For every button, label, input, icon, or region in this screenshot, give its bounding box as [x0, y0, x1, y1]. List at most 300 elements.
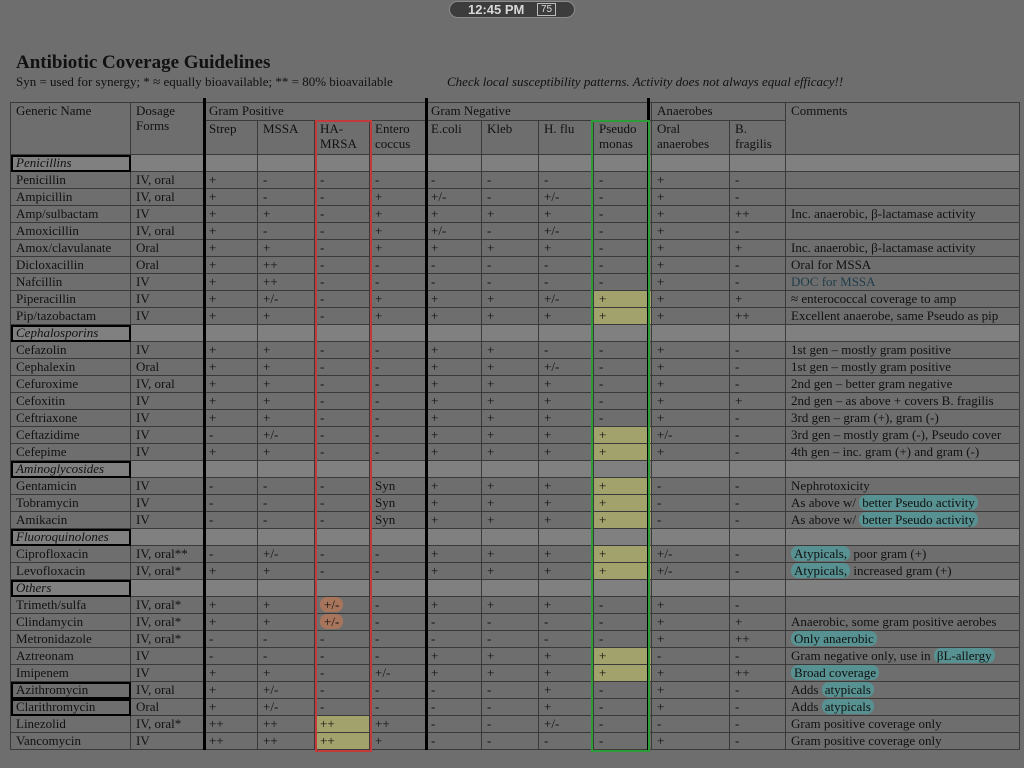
table-row — [11, 546, 1020, 563]
coverage-value: ++ — [320, 716, 335, 731]
coverage-value: + — [657, 274, 665, 289]
coverage-value: Syn — [375, 512, 396, 527]
coverage-h-flu — [539, 189, 594, 206]
dosage-form: IV — [131, 427, 204, 444]
coverage-b-fragilis — [730, 631, 786, 648]
coverage-strep — [204, 359, 258, 376]
dosage-form: IV, oral — [131, 682, 204, 699]
section-filler — [652, 580, 730, 597]
mrsa-highlight-box — [315, 120, 372, 752]
coverage-strep — [204, 206, 258, 223]
coverage-enterococcus — [370, 189, 426, 206]
comment: Gram positive coverage only — [786, 733, 1020, 750]
coverage-value: - — [263, 495, 268, 510]
coverage-value: - — [375, 631, 380, 646]
coverage-value: - — [735, 546, 740, 561]
coverage-enterococcus — [370, 410, 426, 427]
coverage-b-fragilis — [730, 665, 786, 682]
coverage-value: + — [544, 308, 552, 323]
table-row — [11, 291, 1020, 308]
section-filler — [652, 325, 730, 342]
coverage-value: + — [209, 240, 217, 255]
table-row — [11, 699, 1020, 716]
dosage-form: Oral — [131, 359, 204, 376]
coverage-value: +/- — [375, 665, 391, 680]
comment — [786, 563, 1020, 580]
coverage-oral-anaerobes — [652, 223, 730, 240]
coverage-ecoli — [426, 359, 482, 376]
coverage-mssa — [258, 546, 315, 563]
coverage-value: + — [263, 410, 271, 425]
coverage-value: + — [263, 359, 271, 374]
comment-fragment: βL-allergy — [934, 648, 995, 663]
coverage-value: - — [375, 376, 380, 391]
coverage-kleb — [482, 376, 539, 393]
coverage-value: - — [320, 359, 325, 374]
coverage-value: + — [209, 189, 217, 204]
coverage-value: + — [657, 206, 665, 221]
coverage-oral-anaerobes — [652, 274, 730, 291]
coverage-value: - — [735, 597, 740, 612]
coverage-value: + — [657, 444, 665, 459]
coverage-kleb — [482, 257, 539, 274]
coverage-value: + — [487, 376, 495, 391]
header-ha-mrsa: HA-MRSA — [315, 121, 370, 155]
dosage-form: IV — [131, 733, 204, 750]
coverage-value: - — [320, 206, 325, 221]
coverage-value: + — [209, 257, 217, 272]
coverage-value: + — [657, 257, 665, 272]
table-row — [11, 716, 1020, 733]
comment-fragment: atypicals — [822, 682, 874, 697]
coverage-value: + — [263, 614, 271, 629]
coverage-b-fragilis — [730, 206, 786, 223]
coverage-oral-anaerobes — [652, 172, 730, 189]
comment: ≈ enterococcal coverage to amp — [786, 291, 1020, 308]
dosage-form: IV, oral* — [131, 716, 204, 733]
coverage-h-flu — [539, 206, 594, 223]
coverage-value: - — [320, 189, 325, 204]
coverage-value: +/- — [657, 427, 673, 442]
coverage-enterococcus — [370, 444, 426, 461]
coverage-value: +/- — [431, 189, 447, 204]
coverage-value: + — [544, 427, 552, 442]
coverage-value: - — [735, 376, 740, 391]
drug-name: Azithromycin — [11, 682, 131, 699]
coverage-strep — [204, 665, 258, 682]
coverage-h-flu — [539, 291, 594, 308]
comment-fragment: Atypicals, — [791, 546, 850, 561]
coverage-mssa — [258, 478, 315, 495]
table-row — [11, 223, 1020, 240]
coverage-b-fragilis — [730, 308, 786, 325]
coverage-value: - — [209, 495, 214, 510]
coverage-value: + — [487, 240, 495, 255]
section-header-row — [11, 461, 1020, 478]
coverage-ecoli — [426, 444, 482, 461]
coverage-value: ++ — [263, 274, 278, 289]
coverage-h-flu — [539, 665, 594, 682]
drug-name: Levofloxacin — [11, 563, 131, 580]
coverage-mssa — [258, 240, 315, 257]
coverage-kleb — [482, 546, 539, 563]
coverage-value: + — [375, 189, 383, 204]
coverage-ecoli — [426, 699, 482, 716]
coverage-value: + — [375, 206, 383, 221]
coverage-oral-anaerobes — [652, 478, 730, 495]
coverage-ecoli — [426, 665, 482, 682]
coverage-value: - — [209, 478, 214, 493]
coverage-oral-anaerobes — [652, 444, 730, 461]
coverage-ecoli — [426, 223, 482, 240]
section-filler — [786, 155, 1020, 172]
coverage-value: ++ — [263, 716, 278, 731]
coverage-value: + — [487, 546, 495, 561]
coverage-ecoli — [426, 614, 482, 631]
section-filler — [482, 155, 539, 172]
coverage-b-fragilis — [730, 563, 786, 580]
coverage-value: + — [263, 376, 271, 391]
header-strep: Strep — [204, 121, 258, 155]
coverage-kleb — [482, 172, 539, 189]
dosage-form: IV, oral — [131, 172, 204, 189]
coverage-ecoli — [426, 342, 482, 359]
coverage-enterococcus — [370, 648, 426, 665]
coverage-value: - — [487, 274, 492, 289]
dosage-form: IV, oral — [131, 223, 204, 240]
coverage-value: +/- — [544, 291, 560, 306]
coverage-value: - — [431, 699, 436, 714]
comment: Anaerobic, some gram positive aerobes — [786, 614, 1020, 631]
comment — [786, 512, 1020, 529]
table-row — [11, 665, 1020, 682]
coverage-value: + — [657, 597, 665, 612]
gram-negative-divider — [425, 98, 428, 750]
coverage-value: +/- — [263, 682, 279, 697]
coverage-value: - — [544, 342, 549, 357]
coverage-kleb — [482, 240, 539, 257]
section-filler — [258, 461, 315, 478]
coverage-value: + — [209, 342, 217, 357]
coverage-enterococcus — [370, 546, 426, 563]
coverage-value: + — [487, 393, 495, 408]
coverage-strep — [204, 648, 258, 665]
section-filler — [370, 529, 426, 546]
coverage-value: - — [320, 274, 325, 289]
coverage-enterococcus — [370, 631, 426, 648]
coverage-value: + — [209, 614, 217, 629]
coverage-value: - — [320, 478, 325, 493]
coverage-value: + — [544, 597, 552, 612]
coverage-value: + — [375, 308, 383, 323]
section-label: Cephalosporins — [11, 325, 131, 342]
coverage-value: + — [209, 206, 217, 221]
comment-fragment: As above w/ — [791, 512, 860, 527]
coverage-value: - — [735, 733, 740, 748]
coverage-ecoli — [426, 512, 482, 529]
coverage-value: + — [657, 359, 665, 374]
coverage-value: + — [487, 291, 495, 306]
coverage-value: + — [544, 444, 552, 459]
coverage-value: - — [599, 597, 604, 612]
dosage-form: IV, oral* — [131, 631, 204, 648]
coverage-oral-anaerobes — [652, 546, 730, 563]
coverage-value: + — [431, 342, 439, 357]
coverage-value: + — [657, 410, 665, 425]
coverage-value: +/- — [657, 546, 673, 561]
coverage-enterococcus — [370, 393, 426, 410]
comment-fragment: Only anaerobic — [791, 631, 877, 646]
coverage-kleb — [482, 223, 539, 240]
coverage-value: - — [320, 342, 325, 357]
coverage-value: - — [657, 716, 662, 731]
coverage-strep — [204, 291, 258, 308]
coverage-value: - — [544, 733, 549, 748]
coverage-ecoli — [426, 308, 482, 325]
coverage-value: - — [544, 631, 549, 646]
coverage-value: + — [657, 172, 665, 187]
coverage-strep — [204, 308, 258, 325]
coverage-value: - — [320, 257, 325, 272]
coverage-value: - — [735, 223, 740, 238]
comment — [786, 546, 1020, 563]
comment-fragment: better Pseudo activity — [859, 495, 978, 510]
section-filler — [426, 529, 482, 546]
coverage-value: - — [263, 172, 268, 187]
coverage-value: + — [209, 359, 217, 374]
coverage-mssa — [258, 257, 315, 274]
coverage-strep — [204, 495, 258, 512]
coverage-value: +/- — [263, 427, 279, 442]
coverage-oral-anaerobes — [652, 240, 730, 257]
section-filler — [258, 529, 315, 546]
coverage-value: + — [487, 478, 495, 493]
drug-name: Clindamycin — [11, 614, 131, 631]
dosage-form: IV — [131, 665, 204, 682]
coverage-value: + — [209, 597, 217, 612]
coverage-value: - — [599, 393, 604, 408]
coverage-kleb — [482, 631, 539, 648]
coverage-h-flu — [539, 563, 594, 580]
dosage-form: IV — [131, 274, 204, 291]
coverage-value: - — [320, 665, 325, 680]
table-row — [11, 614, 1020, 631]
coverage-value: + — [209, 291, 217, 306]
coverage-b-fragilis — [730, 733, 786, 750]
coverage-value: + — [487, 359, 495, 374]
coverage-enterococcus — [370, 206, 426, 223]
coverage-value: + — [209, 410, 217, 425]
dosage-form: IV — [131, 478, 204, 495]
comment — [786, 648, 1020, 665]
coverage-value: - — [431, 716, 436, 731]
coverage-mssa — [258, 206, 315, 223]
comment — [786, 682, 1020, 699]
coverage-kleb — [482, 206, 539, 223]
coverage-oral-anaerobes — [652, 716, 730, 733]
coverage-b-fragilis — [730, 291, 786, 308]
table-row — [11, 206, 1020, 223]
coverage-b-fragilis — [730, 393, 786, 410]
coverage-value: - — [487, 614, 492, 629]
coverage-kleb — [482, 512, 539, 529]
coverage-b-fragilis — [730, 444, 786, 461]
coverage-mssa — [258, 614, 315, 631]
dosage-form: IV — [131, 648, 204, 665]
status-bar — [0, 0, 1024, 20]
section-filler — [786, 461, 1020, 478]
comment: 2nd gen – better gram negative — [786, 376, 1020, 393]
coverage-value: - — [487, 733, 492, 748]
coverage-h-flu — [539, 410, 594, 427]
coverage-value: + — [599, 546, 607, 561]
coverage-value: + — [657, 733, 665, 748]
coverage-value: + — [209, 376, 217, 391]
coverage-value: - — [735, 342, 740, 357]
coverage-h-flu — [539, 444, 594, 461]
coverage-value: +/- — [544, 189, 560, 204]
coverage-value: - — [320, 427, 325, 442]
coverage-value: + — [431, 665, 439, 680]
coverage-value: +/- — [320, 614, 343, 629]
clock: 12:45 PM — [468, 2, 525, 17]
header-h-flu: H. flu — [539, 121, 594, 155]
coverage-strep — [204, 699, 258, 716]
coverage-value: - — [375, 546, 380, 561]
coverage-oral-anaerobes — [652, 682, 730, 699]
header-enterococcus: Entero coccus — [370, 121, 426, 155]
coverage-value: + — [657, 699, 665, 714]
coverage-mssa — [258, 291, 315, 308]
section-filler — [786, 529, 1020, 546]
coverage-kleb — [482, 427, 539, 444]
coverage-value: Syn — [375, 478, 396, 493]
coverage-value: - — [544, 614, 549, 629]
coverage-value: - — [735, 172, 740, 187]
coverage-mssa — [258, 393, 315, 410]
coverage-value: + — [657, 682, 665, 697]
section-label: Others — [11, 580, 131, 597]
coverage-h-flu — [539, 359, 594, 376]
section-filler — [539, 155, 594, 172]
coverage-value: - — [375, 563, 380, 578]
coverage-ecoli — [426, 257, 482, 274]
coverage-strep — [204, 257, 258, 274]
coverage-value: ++ — [209, 716, 224, 731]
header-pseudomonas: Pseudo monas — [594, 121, 652, 155]
comment — [786, 495, 1020, 512]
coverage-value: + — [431, 291, 439, 306]
coverage-value: + — [431, 546, 439, 561]
coverage-value: +/- — [431, 223, 447, 238]
coverage-h-flu — [539, 648, 594, 665]
coverage-ecoli — [426, 189, 482, 206]
coverage-value: + — [487, 308, 495, 323]
section-filler — [370, 155, 426, 172]
coverage-oral-anaerobes — [652, 308, 730, 325]
dosage-form: IV — [131, 342, 204, 359]
section-filler — [730, 529, 786, 546]
coverage-mssa — [258, 444, 315, 461]
coverage-mssa — [258, 427, 315, 444]
coverage-value: + — [544, 512, 552, 527]
coverage-enterococcus — [370, 342, 426, 359]
section-header-row — [11, 325, 1020, 342]
section-filler — [426, 155, 482, 172]
coverage-value: - — [599, 682, 604, 697]
table-row — [11, 648, 1020, 665]
coverage-value: + — [544, 478, 552, 493]
coverage-value: - — [320, 563, 325, 578]
coverage-value: + — [544, 546, 552, 561]
drug-name: Dicloxacillin — [11, 257, 131, 274]
coverage-value: + — [375, 291, 383, 306]
dosage-form: IV — [131, 291, 204, 308]
dosage-form: Oral — [131, 240, 204, 257]
coverage-enterococcus — [370, 563, 426, 580]
coverage-mssa — [258, 699, 315, 716]
coverage-oral-anaerobes — [652, 189, 730, 206]
comment: 1st gen – mostly gram positive — [786, 342, 1020, 359]
coverage-strep — [204, 393, 258, 410]
coverage-value: - — [735, 359, 740, 374]
table-row — [11, 410, 1020, 427]
coverage-kleb — [482, 682, 539, 699]
warning-note: Check local susceptibility patterns. Activity does not always equal efficacy!! — [447, 74, 844, 89]
section-label: Penicillins — [11, 155, 131, 172]
coverage-b-fragilis — [730, 172, 786, 189]
coverage-h-flu — [539, 512, 594, 529]
coverage-value: + — [487, 665, 495, 680]
coverage-kleb — [482, 274, 539, 291]
coverage-ecoli — [426, 495, 482, 512]
coverage-value: - — [320, 444, 325, 459]
section-filler — [786, 580, 1020, 597]
coverage-kleb — [482, 393, 539, 410]
coverage-value: + — [431, 359, 439, 374]
coverage-b-fragilis — [730, 512, 786, 529]
comment: 1st gen – mostly gram positive — [786, 359, 1020, 376]
comment — [786, 172, 1020, 189]
coverage-value: - — [375, 257, 380, 272]
coverage-kleb — [482, 495, 539, 512]
coverage-value: +/- — [263, 546, 279, 561]
coverage-enterococcus — [370, 274, 426, 291]
coverage-value: + — [735, 614, 743, 629]
coverage-ecoli — [426, 274, 482, 291]
coverage-oral-anaerobes — [652, 427, 730, 444]
comment-fragment: As above w/ — [791, 495, 860, 510]
coverage-value: - — [263, 648, 268, 663]
coverage-value: ++ — [263, 733, 278, 748]
table-row — [11, 342, 1020, 359]
coverage-kleb — [482, 563, 539, 580]
drug-name: Amoxicillin — [11, 223, 131, 240]
drug-name: Ciprofloxacin — [11, 546, 131, 563]
legend-text: Syn = used for synergy; * ≈ equally bioavailable; ** = 80% bioavailable — [16, 74, 393, 89]
coverage-value: + — [599, 512, 607, 527]
section-filler — [730, 325, 786, 342]
comment-fragment: Adds — [791, 699, 822, 714]
coverage-value: + — [735, 240, 743, 255]
coverage-kleb — [482, 342, 539, 359]
coverage-value: - — [320, 240, 325, 255]
coverage-value: + — [209, 274, 217, 289]
header-kleb: Kleb — [482, 121, 539, 155]
comment — [786, 274, 1020, 291]
coverage-value: - — [320, 410, 325, 425]
coverage-value: + — [544, 648, 552, 663]
